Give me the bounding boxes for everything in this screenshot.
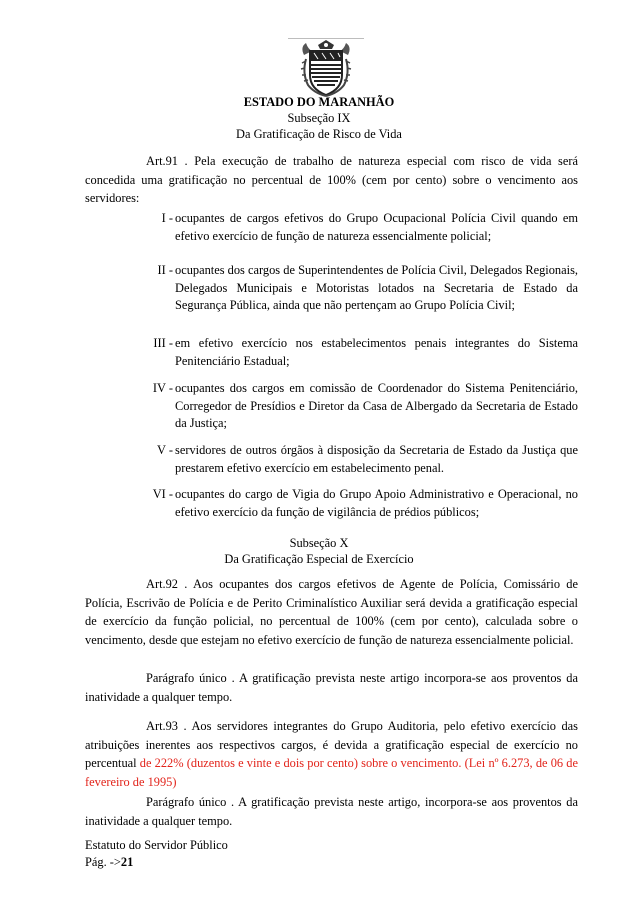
- list-item: [150, 380, 578, 433]
- page-number-line: [85, 854, 228, 871]
- paragrafo-text: A gratificação prevista neste artigo incorpora-se aos proventos da inatividade a qualquer tempo.: [85, 671, 579, 704]
- art91-text: Pela execução de trabalho de natureza especial com risco de vida será concedida uma gratificação no percentual de 100% (cem por cento) sobre o vencimento aos servidores:: [85, 154, 579, 205]
- list-item-text: ocupantes do cargo de Vigia do Grupo Apoio Administrativo e Operacional, no efetivo exercício da função de vigilância de prédios públicos;: [175, 487, 578, 519]
- subsection-ix-label: Subseção IX: [287, 111, 351, 125]
- art92-label: Art.92 .: [146, 577, 188, 591]
- page-prefix: Pág. ->: [85, 855, 121, 869]
- list-item-number: I -: [161, 211, 173, 225]
- list-item-text: em efetivo exercício nos estabelecimentos penais integrantes do Sistema Penitenciário Estadual;: [175, 336, 578, 368]
- art93-paragrafo-unico: [85, 793, 578, 830]
- art93-label: Art.93 .: [146, 719, 187, 733]
- list-item-text: ocupantes de cargos efetivos do Grupo Ocupacional Polícia Civil quando em efetivo exercício de função de natureza essencialmente policial;: [175, 211, 578, 243]
- paragrafo-text: A gratificação prevista neste artigo, incorpora-se aos proventos da inatividade a qualquer tempo.: [85, 795, 579, 828]
- list-item: [150, 262, 578, 315]
- list-item: [150, 442, 578, 477]
- art93-text: Aos servidores integrantes do Grupo Auditoria, pelo efetivo exercício das atribuições inerentes aos respectivos cargos, é devida a gratificação especial de exercício no percentual: [85, 719, 578, 770]
- list-item: [150, 335, 578, 370]
- list-item-number: II -: [157, 263, 173, 277]
- list-item-number: VI -: [152, 487, 173, 501]
- list-item: [150, 210, 578, 245]
- list-item-text: ocupantes dos cargos em comissão de Coordenador do Sistema Penitenciário, Corregedor de Presídios e Diretor da Casa de Albergado da Secretaria de Estado da Justiça;: [175, 381, 578, 430]
- page-number: 21: [120, 855, 134, 869]
- art92-paragraph: [85, 575, 578, 649]
- art91-label: Art.91 .: [146, 154, 188, 168]
- list-item-number: III -: [153, 336, 173, 350]
- footer-title: Estatuto do Servidor Público: [85, 838, 228, 852]
- paragrafo-label: Parágrafo único .: [146, 795, 235, 809]
- paragrafo-label: Parágrafo único .: [146, 671, 235, 685]
- list-item-number: V -: [157, 443, 173, 457]
- art93-paragraph: [85, 717, 578, 791]
- list-item: [150, 486, 578, 521]
- subsection-x-label: Subseção X: [289, 536, 349, 550]
- subsection-ix-title: Da Gratificação de Risco de Vida: [236, 127, 402, 141]
- art93-amended-text: de 222% (duzentos e vinte e dois por cento) sobre o vencimento. (Lei nº 6.273, de 06 de fevereiro de 1995): [85, 756, 578, 789]
- footer: [85, 837, 228, 871]
- art92-paragrafo-unico: [85, 669, 578, 706]
- list-item-text: servidores de outros órgãos à disposição da Secretaria de Estado da Justiça que prestarem efetivo exercício em estabelecimento penal.: [175, 443, 578, 475]
- art91-paragraph: [85, 152, 578, 208]
- list-item-number: IV -: [152, 381, 173, 395]
- maranhao-coat-of-arms-icon: [296, 39, 356, 97]
- subsection-x-title: Da Gratificação Especial de Exercício: [224, 552, 414, 566]
- state-title: ESTADO DO MARANHÃO: [243, 95, 395, 109]
- list-item-text: ocupantes dos cargos de Superintendentes de Polícia Civil, Delegados Regionais, Delegados Municipais e Motoristas lotados na Secretaria de Estado da Segurança Pública, ainda que não pertençam ao Grupo Polícia Civil;: [175, 263, 578, 312]
- art92-text: Aos ocupantes dos cargos efetivos de Agente de Polícia, Comissário de Polícia, Escrivão de Polícia e de Perito Criminalístico Auxiliar será devida a gratificação especial de exercício da função policial, no percentual de 100% (cem por cento), calculada sobre o vencimento, desde que estejam no efetivo exercício de função de natureza essencialmente policial.: [85, 577, 578, 647]
